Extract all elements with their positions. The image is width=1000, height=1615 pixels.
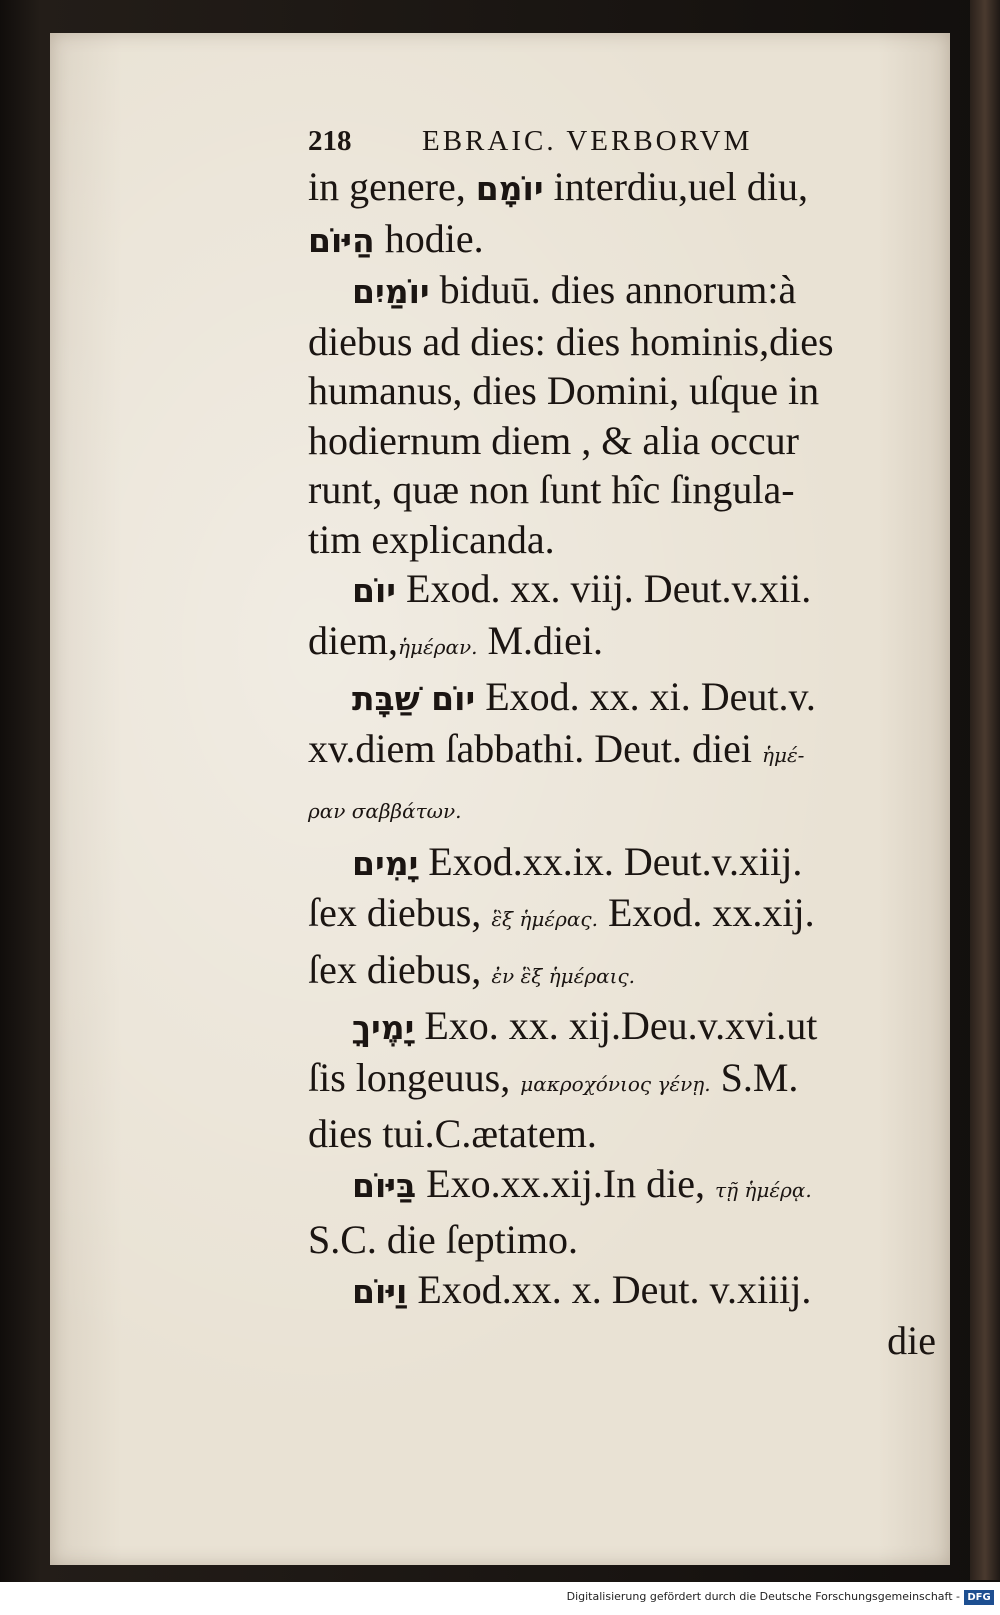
text-line [308, 214, 948, 266]
latin-text: dies tui.C.ætatem. [308, 1111, 597, 1156]
text-line [308, 1001, 948, 1053]
funding-credit: Digitalisierung gefördert durch die Deutsche Forschungsgemeinschaft - [566, 1590, 960, 1603]
text-line [308, 265, 948, 317]
greek-term: ἐν ἓξ ἡμέραις. [491, 963, 636, 988]
greek-term: ἓξ ἡμέρας. [491, 907, 598, 931]
latin-text: S.C. die ſeptimo. [308, 1217, 578, 1262]
greek-term: ραν σαββάτων. [308, 799, 462, 823]
hebrew-term: בַּיּוֹם [352, 1165, 417, 1205]
latin-text: diem, [308, 617, 398, 663]
latin-text: Exod.xx.ix. Deut.v.xiij. [418, 838, 803, 884]
text-line [308, 1265, 948, 1317]
latin-text: Exod. xx. xi. Deut.v. [475, 674, 816, 719]
adjacent-page-edge [970, 0, 1000, 1580]
hebrew-term: יוֹם שַׁבָּת [352, 679, 476, 718]
text-line [308, 465, 948, 515]
text-line [308, 837, 948, 889]
page-number: 218 [308, 125, 352, 157]
latin-text: ſis longeuus, [308, 1054, 521, 1100]
hebrew-term: יָמִים [352, 843, 419, 883]
latin-text: tim explicanda. [308, 516, 555, 562]
text-line [308, 1159, 948, 1216]
text-line [308, 780, 948, 837]
latin-text: in genere, [308, 164, 476, 209]
running-title: EBRAIC. VERBORVM [422, 125, 753, 157]
text-line [308, 416, 948, 466]
text-line [308, 724, 948, 781]
hebrew-term: יוֹם [352, 571, 397, 610]
latin-text: interdiu,uel diu, [543, 164, 809, 209]
hebrew-term: יָמֶיךָ [352, 1008, 415, 1047]
dfg-logo: DFG [964, 1590, 994, 1605]
greek-term: τῇ ἡμέρᾳ. [715, 1177, 812, 1202]
latin-text: hodiernum diem , & alia occur [308, 417, 799, 463]
text-line [308, 1316, 948, 1366]
latin-text: Exod. xx. viij. Deut.v.xii. [396, 566, 812, 611]
latin-text: biduū. dies annorum:à [429, 267, 797, 312]
text-line [308, 1215, 948, 1265]
latin-text: ſex diebus, [308, 946, 492, 992]
text-line [308, 366, 948, 416]
latin-text: Exod. xx.xij. [597, 890, 815, 935]
text-line [308, 616, 948, 673]
greek-term: ἡμέ- [761, 742, 805, 767]
latin-text: Exod.xx. x. Deut. v.xiiij. [407, 1266, 812, 1312]
running-head [308, 125, 948, 158]
text-line [308, 1053, 948, 1110]
latin-text: humanus, dies Domini, uſque in [308, 368, 820, 413]
hebrew-term: יוֹמַיִם [352, 272, 430, 311]
text-line [308, 162, 948, 214]
body-text [308, 162, 948, 1366]
text-line [308, 945, 948, 1002]
latin-text: Exo. xx. xij.Deu.v.xvi.ut [414, 1003, 818, 1048]
text-line [308, 515, 948, 565]
greek-term: μακροχόνιος γένῃ. [520, 1071, 711, 1096]
latin-text: hodie. [374, 215, 484, 261]
latin-text: S.M. [710, 1054, 799, 1100]
latin-text: die [887, 1318, 936, 1363]
text-line [308, 564, 948, 616]
text-line [308, 1109, 948, 1159]
latin-text: xv.diem ſabbathi. Deut. diei [308, 725, 762, 771]
latin-text: ſex diebus, [308, 890, 492, 935]
greek-term: ἡμέραν. [397, 634, 478, 659]
latin-text: Exo.xx.xij.In die, [416, 1160, 716, 1206]
page-text-block [308, 125, 948, 1366]
text-line [308, 672, 948, 724]
hebrew-term: הַיּוֹם [308, 220, 375, 260]
text-line [308, 888, 948, 945]
book-page [50, 33, 950, 1565]
latin-text: runt, quæ non ſunt hîc ſingula- [308, 467, 795, 512]
text-line [308, 317, 948, 367]
latin-text: diebus ad dies: dies hominis,dies [308, 318, 834, 364]
hebrew-term: וַיּוֹם [352, 1271, 408, 1311]
hebrew-term: יוֹמָם [475, 169, 544, 208]
latin-text: M.diei. [477, 617, 604, 663]
digitization-footer [0, 1582, 1000, 1615]
